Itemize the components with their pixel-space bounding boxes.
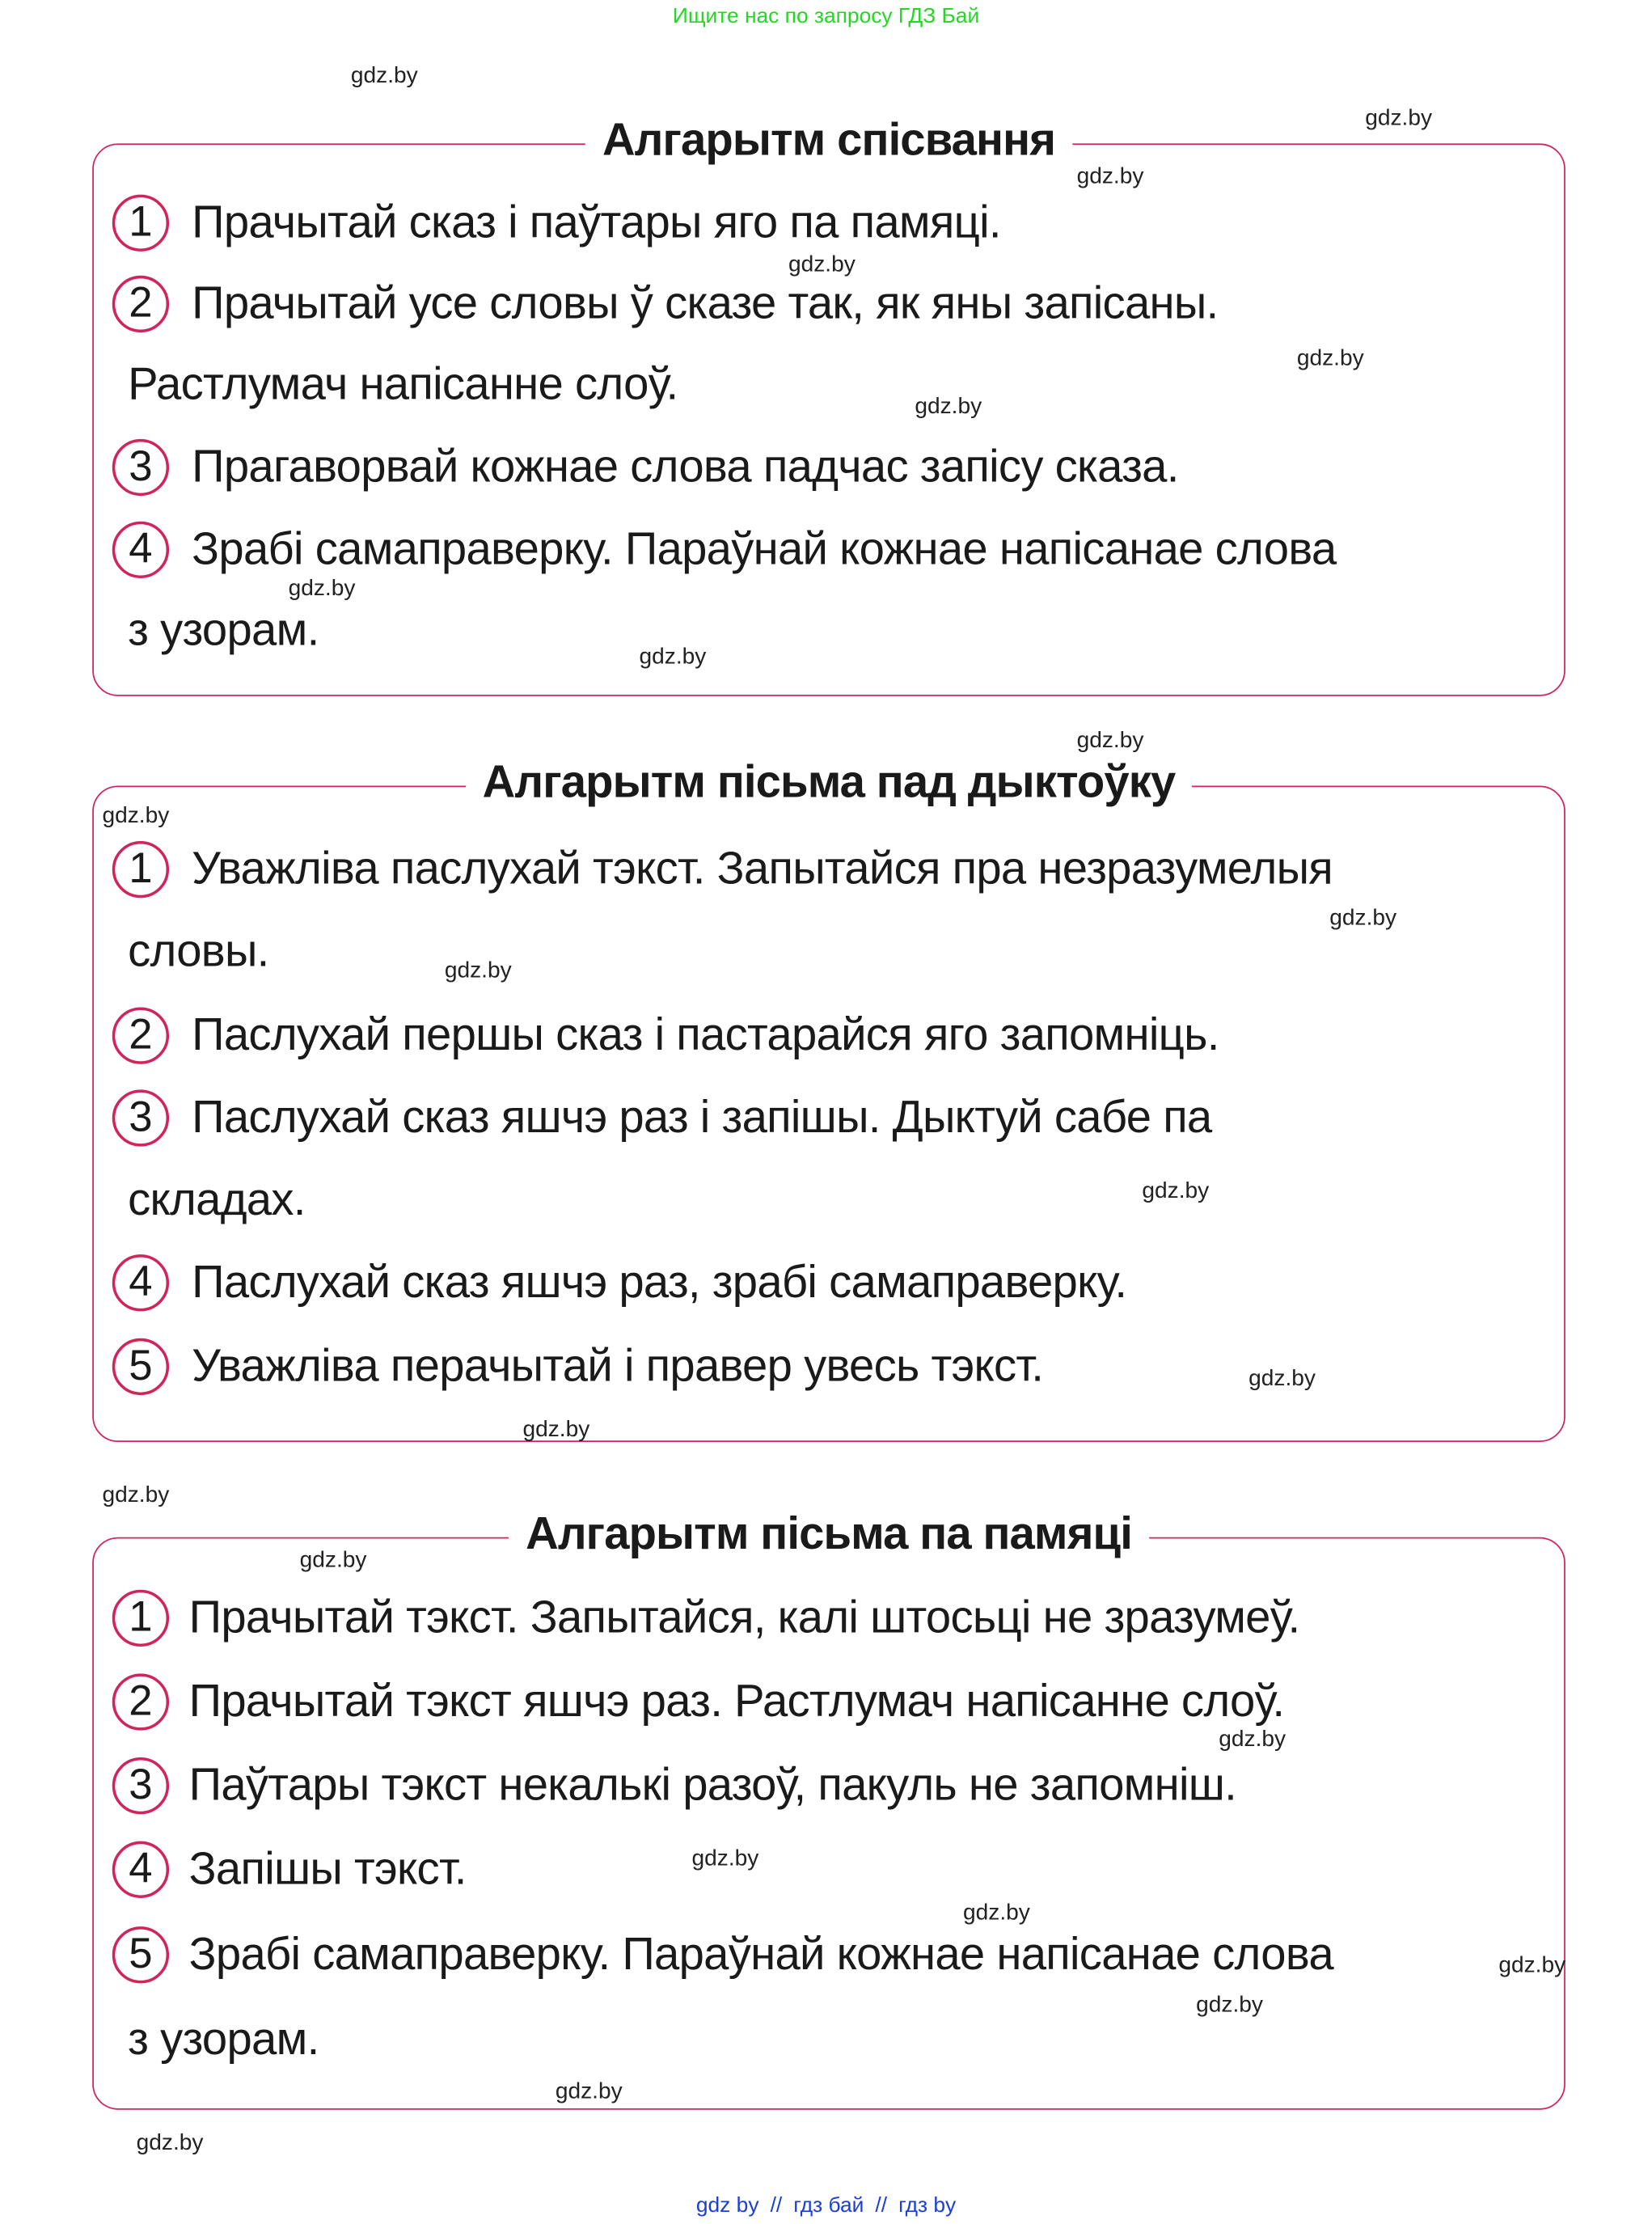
watermark: gdz.by xyxy=(1142,1179,1210,1203)
step-number-circle: 2 xyxy=(112,276,169,332)
step-text: Прачытай тэкст яшчэ раз. Растлумач напісанне слоў. xyxy=(188,1675,1285,1727)
step-number-circle: 1 xyxy=(112,841,169,898)
watermark: gdz.by xyxy=(1196,1993,1263,2018)
watermark: gdz.by xyxy=(1076,729,1144,754)
watermark: gdz.by xyxy=(1219,1727,1287,1753)
watermark: gdz.by xyxy=(1329,906,1397,931)
watermark: gdz.by xyxy=(522,1418,590,1443)
step-text-continuation: словы. xyxy=(128,924,269,976)
step-text: Прагаворвай кожнае слова падчас запісу сказа. xyxy=(192,440,1179,492)
watermark: gdz.by xyxy=(691,1846,759,1871)
step-text: Зрабі самаправерку. Параўнай кожнае напісанае слова xyxy=(188,1927,1333,1980)
step-text-continuation: з узорам. xyxy=(128,603,319,655)
step-number-circle: 1 xyxy=(112,1590,169,1647)
step-number-circle: 4 xyxy=(112,1841,169,1898)
step-number-circle: 2 xyxy=(112,1673,169,1730)
section-title-text: Алгарытм пісьма па памяці xyxy=(509,1507,1149,1558)
section-title-text: Алгарытм пісьма пад дыктоўку xyxy=(466,756,1193,807)
step-number-circle: 1 xyxy=(112,195,169,252)
watermark: gdz.by xyxy=(102,804,170,829)
step-number-circle: 3 xyxy=(112,439,169,496)
watermark: gdz.by xyxy=(555,2079,623,2104)
watermark: gdz.by xyxy=(288,577,356,602)
footer-links xyxy=(0,2193,1652,2218)
step-text-continuation: складах. xyxy=(128,1173,306,1225)
watermark: gdz.by xyxy=(1365,106,1433,131)
step-text: Паслухай першы сказ і пастарайся яго запомніць. xyxy=(192,1008,1219,1060)
step-text: Паслухай сказ яшчэ раз і запішы. Дыктуй сабе па xyxy=(192,1091,1212,1143)
step-text: Запішы тэкст. xyxy=(188,1842,467,1894)
footer-link-gdz-by[interactable]: gdz by xyxy=(695,2193,759,2218)
watermark: gdz.by xyxy=(963,1901,1030,1926)
section-title-text: Алгарытм спісвання xyxy=(585,114,1072,165)
watermark: gdz.by xyxy=(915,395,982,420)
watermark: gdz.by xyxy=(788,252,856,277)
section-title xyxy=(94,756,1564,809)
step-number-circle: 3 xyxy=(112,1757,169,1814)
step-number-circle: 4 xyxy=(112,522,169,578)
separator: // xyxy=(770,2193,783,2218)
step-number-circle: 2 xyxy=(112,1008,169,1064)
watermark: gdz.by xyxy=(102,1482,170,1507)
step-number-circle: 3 xyxy=(112,1089,169,1146)
watermark: gdz.by xyxy=(1296,346,1364,371)
watermark: gdz.by xyxy=(639,645,707,670)
step-text-continuation: Растлумач напісанне слоў. xyxy=(128,357,678,409)
watermark: gdz.by xyxy=(299,1548,367,1573)
watermark: gdz.by xyxy=(350,64,418,88)
step-text: Прачытай сказ і паўтары яго па памяці. xyxy=(192,196,1001,247)
watermark: gdz.by xyxy=(1076,164,1144,189)
search-hint: Ищите нас по запросу ГДЗ Бай xyxy=(672,4,980,29)
footer-link-gdz-bai[interactable]: гдз бай xyxy=(793,2193,864,2218)
watermark: gdz.by xyxy=(1498,1953,1566,1978)
step-text: Прачытай тэкст. Запытайся, калі штосьці не зразумеў. xyxy=(188,1591,1300,1643)
step-number-circle: 5 xyxy=(112,1338,169,1395)
footer-link-gdz-by-2[interactable]: гдз by xyxy=(898,2193,957,2218)
step-text-continuation: з узорам. xyxy=(128,2013,319,2065)
step-text: Прачытай усе словы ў сказе так, як яны запісаны. xyxy=(192,277,1219,328)
watermark: gdz.by xyxy=(1249,1366,1316,1391)
step-text: Паслухай сказ яшчэ раз, зрабі самаправерку. xyxy=(192,1255,1127,1308)
step-text: Паўтары тэкст некалькі разоў, пакуль не запомніш. xyxy=(188,1758,1237,1811)
watermark: gdz.by xyxy=(136,2131,204,2155)
separator: // xyxy=(875,2193,888,2218)
step-text: Уважліва перачытай і правер увесь тэкст. xyxy=(192,1339,1044,1391)
step-text: Зрабі самаправерку. Параўнай кожнае напісанае слова xyxy=(192,522,1337,574)
section-title xyxy=(94,114,1564,167)
step-number-circle: 4 xyxy=(112,1254,169,1311)
watermark: gdz.by xyxy=(444,958,512,983)
step-number-circle: 5 xyxy=(112,1926,169,1983)
step-text: Уважліва паслухай тэкст. Запытайся пра незразумелыя xyxy=(192,842,1333,894)
